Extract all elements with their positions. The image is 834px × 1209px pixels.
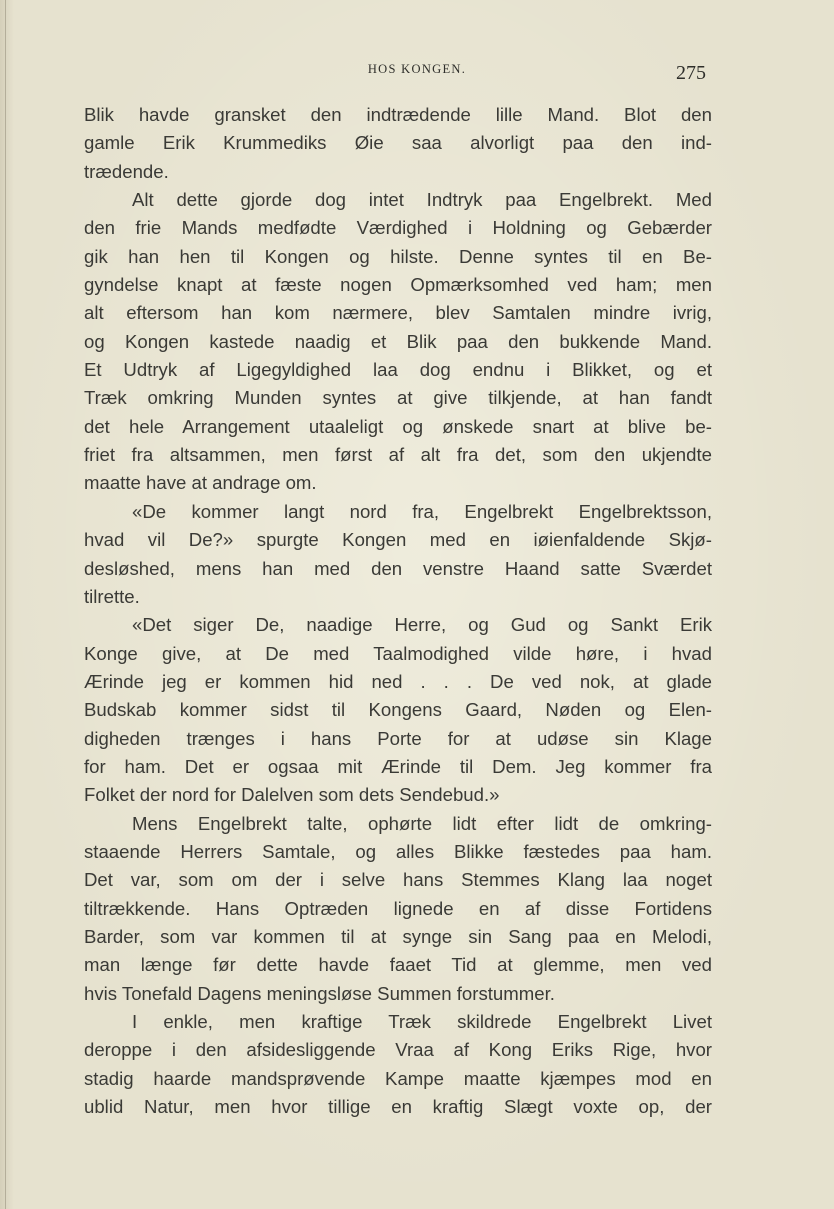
page-number: 275 (676, 62, 706, 84)
text-line: staaende Herrers Samtale, og alles Blikke fæstedes paa ham. (84, 840, 712, 862)
text-line: Mens Engelbrekt talte, ophørte lidt efter lidt de omkring- (132, 812, 712, 834)
running-head: HOS KONGEN. (367, 62, 467, 76)
text-line: man længe før dette havde faaet Tid at glemme, men ved (84, 954, 712, 976)
text-line: Barder, som var kommen til at synge sin Sang paa en Melodi, (84, 925, 712, 947)
text-line: Konge give, at De med Taalmodighed vilde høre, i hvad (84, 642, 712, 664)
text-line: Et Udtryk af Ligegyldighed laa dog endnu i Blikket, og et (84, 359, 712, 381)
text-line: Det var, som om der i selve hans Stemmes Klang laa noget (84, 869, 712, 891)
text-line: for ham. Det er ogsaa mit Ærinde til Dem. Jeg kommer fra (84, 755, 712, 777)
text-line: Ærinde jeg er kommen hid ned . . . De ved nok, at glade (84, 670, 712, 692)
text-line: og Kongen kastede naadig et Blik paa den bukkende Mand. (84, 330, 712, 352)
page-gutter-edge (5, 0, 6, 1209)
text-line: I enkle, men kraftige Træk skildrede Engelbrekt Livet (132, 1011, 712, 1032)
text-line: maatte have at andrage om. (84, 472, 317, 494)
text-line: det hele Arrangement utaaleligt og ønskede snart at blive be- (84, 415, 712, 437)
text-line: Blik havde gransket den indtrædende lille Mand. Blot den (84, 104, 712, 125)
text-line: tiltrækkende. Hans Optræden lignede en af disse Fortidens (84, 897, 712, 919)
body-text (84, 101, 712, 1121)
text-line: gik han hen til Kongen og hilste. Denne syntes til en Be- (84, 245, 712, 267)
text-line: digheden trænges i hans Porte for at udøse sin Klage (84, 727, 712, 749)
text-line: alt eftersom han kom nærmere, blev Samtalen mindre ivrig, (84, 302, 712, 324)
text-line: gamle Erik Krummediks Øie saa alvorligt paa den ind- (84, 132, 712, 154)
text-line: desløshed, mens han med den venstre Haand satte Sværdet (84, 557, 712, 579)
text-line: den frie Mands medfødte Værdighed i Holdning og Gebærder (84, 217, 712, 239)
text-line: hvis Tonefald Dagens meningsløse Summen forstummer. (84, 982, 555, 1004)
text-line: hvad vil De?» spurgte Kongen med en iøienfaldende Skjø- (84, 529, 712, 551)
text-line: Budskab kommer sidst til Kongens Gaard, Nøden og Elen- (84, 699, 712, 721)
text-line: trædende. (84, 160, 169, 182)
text-line: gyndelse knapt at fæste nogen Opmærksomhed ved ham; men (84, 274, 712, 296)
text-line: tilrette. (84, 585, 140, 607)
text-line: friet fra altsammen, men først af alt fra det, som den ukjendte (84, 444, 712, 466)
text-line: «De kommer langt nord fra, Engelbrekt Engelbrektsson, (132, 500, 712, 522)
text-line: ublid Natur, men hvor tillige en kraftig Slægt voxte op, der (84, 1096, 712, 1118)
text-line: Træk omkring Munden syntes at give tilkjende, at han fandt (84, 387, 712, 409)
text-line: Alt dette gjorde dog intet Indtryk paa Engelbrekt. Med (132, 189, 712, 211)
text-line: deroppe i den afsidesliggende Vraa af Kong Eriks Rige, hvor (84, 1039, 712, 1061)
text-line: Folket der nord for Dalelven som dets Sendebud.» (84, 784, 500, 806)
text-line: stadig haarde mandsprøvende Kampe maatte kjæmpes mod en (84, 1067, 712, 1089)
text-line: «Det siger De, naadige Herre, og Gud og Sankt Erik (132, 614, 712, 636)
